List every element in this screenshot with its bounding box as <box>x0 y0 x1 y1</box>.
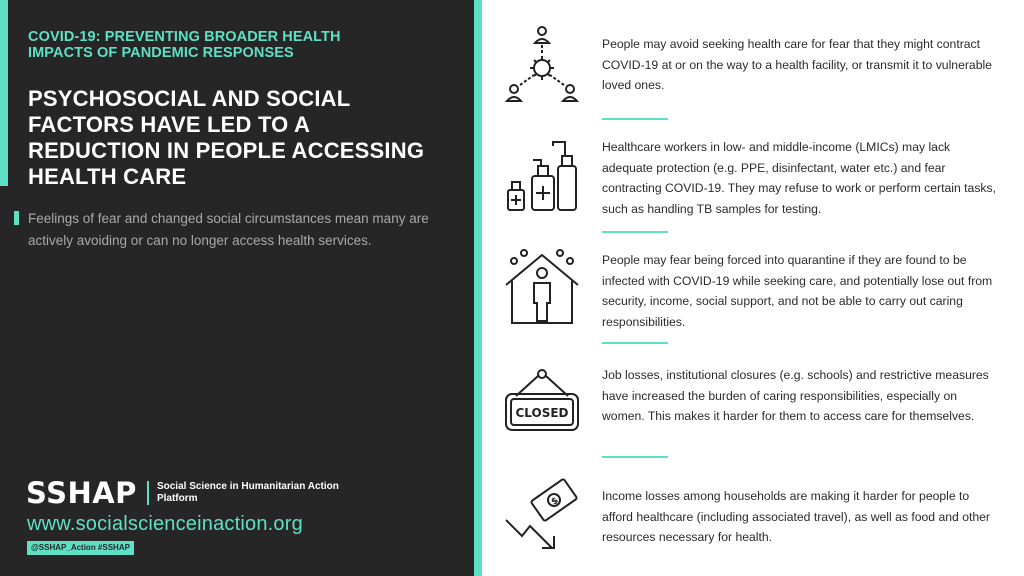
logo-description: Social Science in Humanitarian Action Platform <box>156 481 339 504</box>
accent-bar <box>0 0 8 186</box>
sshap-logo: SSHAP <box>26 476 137 510</box>
divider <box>602 456 668 458</box>
house-quarantine-icon <box>502 247 582 327</box>
item-text: Income losses among households are making it harder for people to afford healthcare (including associated travel), as well as food and other resources necessary for health. <box>602 489 990 544</box>
headline: PSYCHOSOCIAL AND SOCIAL FACTORS HAVE LED TO A REDUCTION IN PEOPLE ACCESSING HEALTH CARE <box>28 86 425 189</box>
item-text: People may avoid seeking health care for fear that they might contract COVID-19 at or on the way to a health facility, or transmit it to vulnerable loved ones. <box>602 37 992 92</box>
item-text: Job losses, institutional closures (e.g. schools) and restrictive measures have increased the burden of caring responsibilities, especially on women. This makes it harder for them to access care for themselves. <box>602 368 989 423</box>
subtitle: COVID-19: PREVENTING BROADER HEALTH IMPACTS OF PANDEMIC RESPONSES <box>28 29 341 61</box>
logo-divider <box>147 481 149 505</box>
social-handle[interactable]: @SSHAP_Action #SSHAP <box>27 541 134 555</box>
sign-text: CLOSED <box>515 406 569 420</box>
divider <box>602 231 668 233</box>
closed-sign-icon <box>502 364 582 444</box>
item-text: Healthcare workers in low- and middle-income (LMICs) may lack adequate protection (e.g. PPE, disinfectant, water etc.) and fear contracting COVID-19. They may refuse to work or perform certain tasks, such as handling TB samples for testing. <box>602 140 996 216</box>
svg-text:$: $ <box>549 495 561 508</box>
divider <box>602 342 668 344</box>
factors-list <box>482 0 1024 576</box>
intro-accent <box>14 211 19 225</box>
logo-row <box>26 476 357 510</box>
people-virus-network-icon <box>502 23 582 103</box>
money-decline-icon <box>502 476 582 556</box>
website-link[interactable]: www.socialscienceinaction.org <box>27 513 303 535</box>
sanitizer-bottles-icon <box>502 136 582 216</box>
divider <box>602 118 668 120</box>
left-panel <box>0 0 474 576</box>
item-text: People may fear being forced into quarantine if they are found to be infected with COVID-19 while seeking care, and potentially lose out from security, income, social support, and not be able to carry out caring responsibilities. <box>602 253 993 329</box>
vertical-stripe <box>474 0 482 576</box>
intro-text: Feelings of fear and changed social circumstances mean many are actively avoiding or can no longer access health services. <box>28 211 429 248</box>
